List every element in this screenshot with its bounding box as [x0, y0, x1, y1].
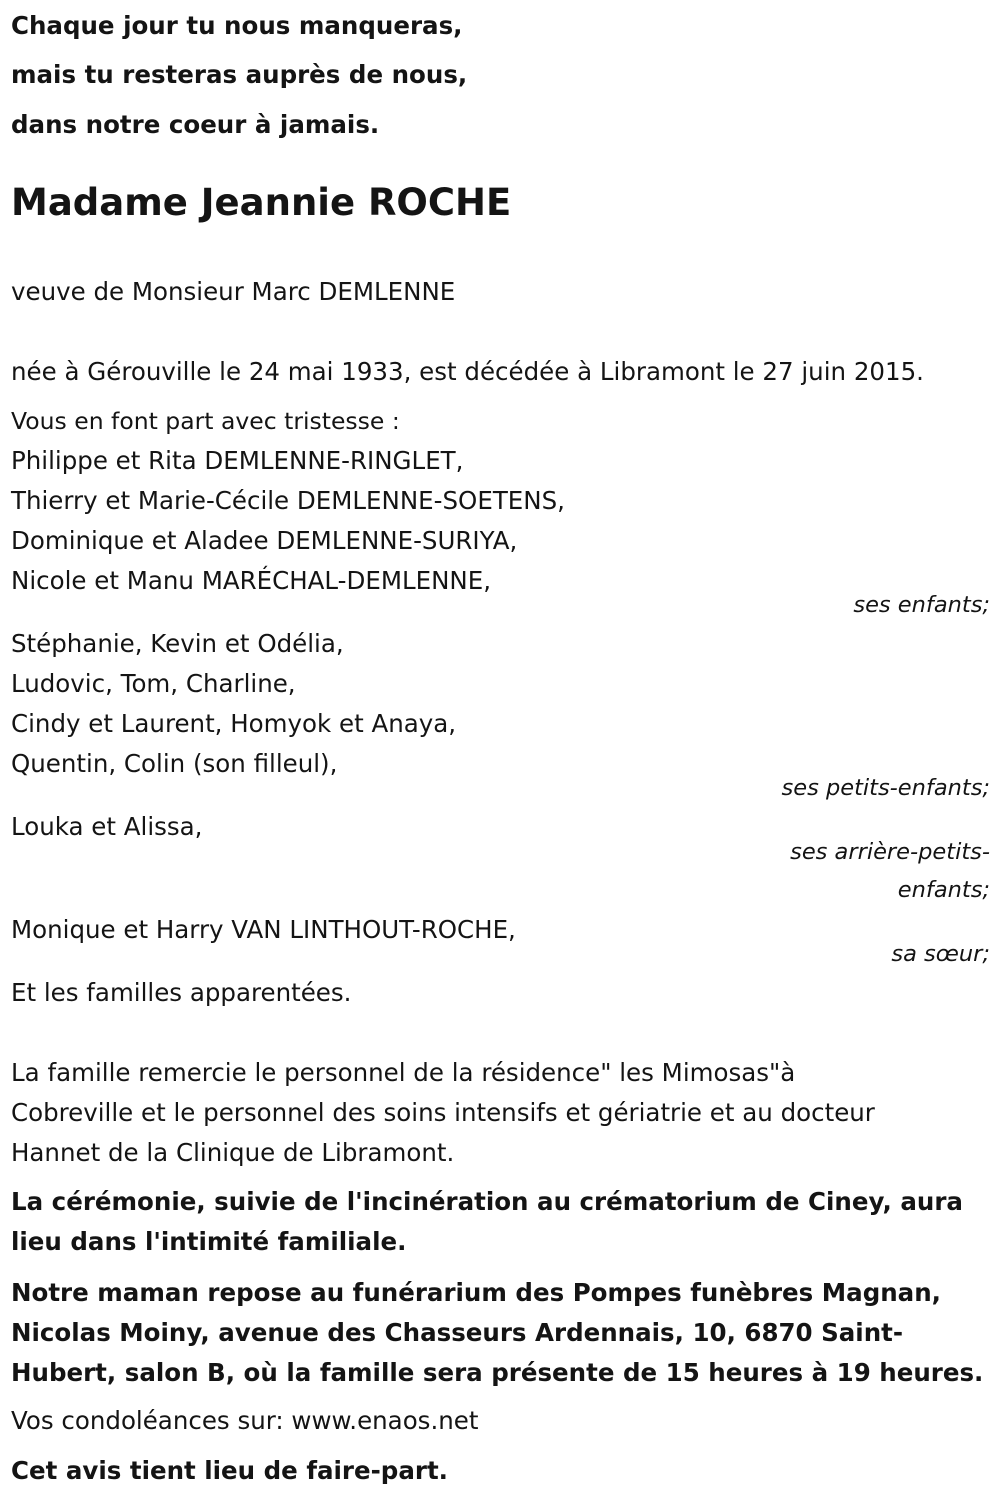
- child-entry: Philippe et Rita DEMLENNE-RINGLET,: [11, 446, 464, 475]
- repose-line: Nicolas Moiny, avenue des Chasseurs Ardennais, 10, 6870 Saint-: [11, 1318, 904, 1347]
- condolences-line: Vos condoléances sur: www.enaos.net: [11, 1406, 479, 1435]
- repose-line: Hubert, salon B, où la famille sera présente de 15 heures à 19 heures.: [11, 1358, 984, 1387]
- families-line: Et les familles apparentées.: [11, 978, 352, 1007]
- sister-entry: Monique et Harry VAN LINTHOUT-ROCHE,: [11, 915, 516, 944]
- birth-death-line: née à Gérouville le 24 mai 1933, est décédée à Libramont le 27 juin 2015.: [11, 357, 924, 386]
- grandchild-entry: Cindy et Laurent, Homyok et Anaya,: [11, 709, 457, 738]
- deceased-name: Madame Jeannie ROCHE: [11, 181, 512, 224]
- child-entry: Dominique et Aladee DEMLENNE-SURIYA,: [11, 526, 518, 555]
- thanks-line: Hannet de la Clinique de Libramont.: [11, 1138, 455, 1167]
- great-grandchildren-label: ses arrière-petits-: [790, 839, 990, 865]
- ceremony-line: La cérémonie, suivie de l'incinération au crématorium de Ciney, aura: [11, 1187, 963, 1216]
- sister-label: sa sœur;: [891, 941, 990, 967]
- ceremony-line: lieu dans l'intimité familiale.: [11, 1227, 407, 1256]
- children-label: ses enfants;: [853, 592, 990, 618]
- poem-line: mais tu resteras auprès de nous,: [11, 60, 468, 89]
- announcement-intro: Vous en font part avec tristesse :: [11, 407, 400, 435]
- grandchild-entry: Ludovic, Tom, Charline,: [11, 669, 296, 698]
- grandchild-entry: Quentin, Colin (son filleul),: [11, 749, 338, 778]
- grandchild-entry: Stéphanie, Kevin et Odélia,: [11, 629, 344, 658]
- poem-line: Chaque jour tu nous manqueras,: [11, 11, 463, 40]
- repose-line: Notre maman repose au funérarium des Pompes funèbres Magnan,: [11, 1278, 941, 1307]
- thanks-line: La famille remercie le personnel de la résidence" les Mimosas"à: [11, 1058, 796, 1087]
- thanks-line: Cobreville et le personnel des soins intensifs et gériatrie et au docteur: [11, 1098, 875, 1127]
- great-grandchild-entry: Louka et Alissa,: [11, 812, 203, 841]
- widow-of: veuve de Monsieur Marc DEMLENNE: [11, 277, 456, 306]
- great-grandchildren-label: enfants;: [897, 877, 990, 903]
- notice-line: Cet avis tient lieu de faire-part.: [11, 1456, 448, 1485]
- child-entry: Nicole et Manu MARÉCHAL-DEMLENNE,: [11, 566, 492, 595]
- child-entry: Thierry et Marie-Cécile DEMLENNE-SOETENS,: [11, 486, 565, 515]
- grandchildren-label: ses petits-enfants;: [781, 775, 990, 801]
- poem-line: dans notre coeur à jamais.: [11, 110, 380, 139]
